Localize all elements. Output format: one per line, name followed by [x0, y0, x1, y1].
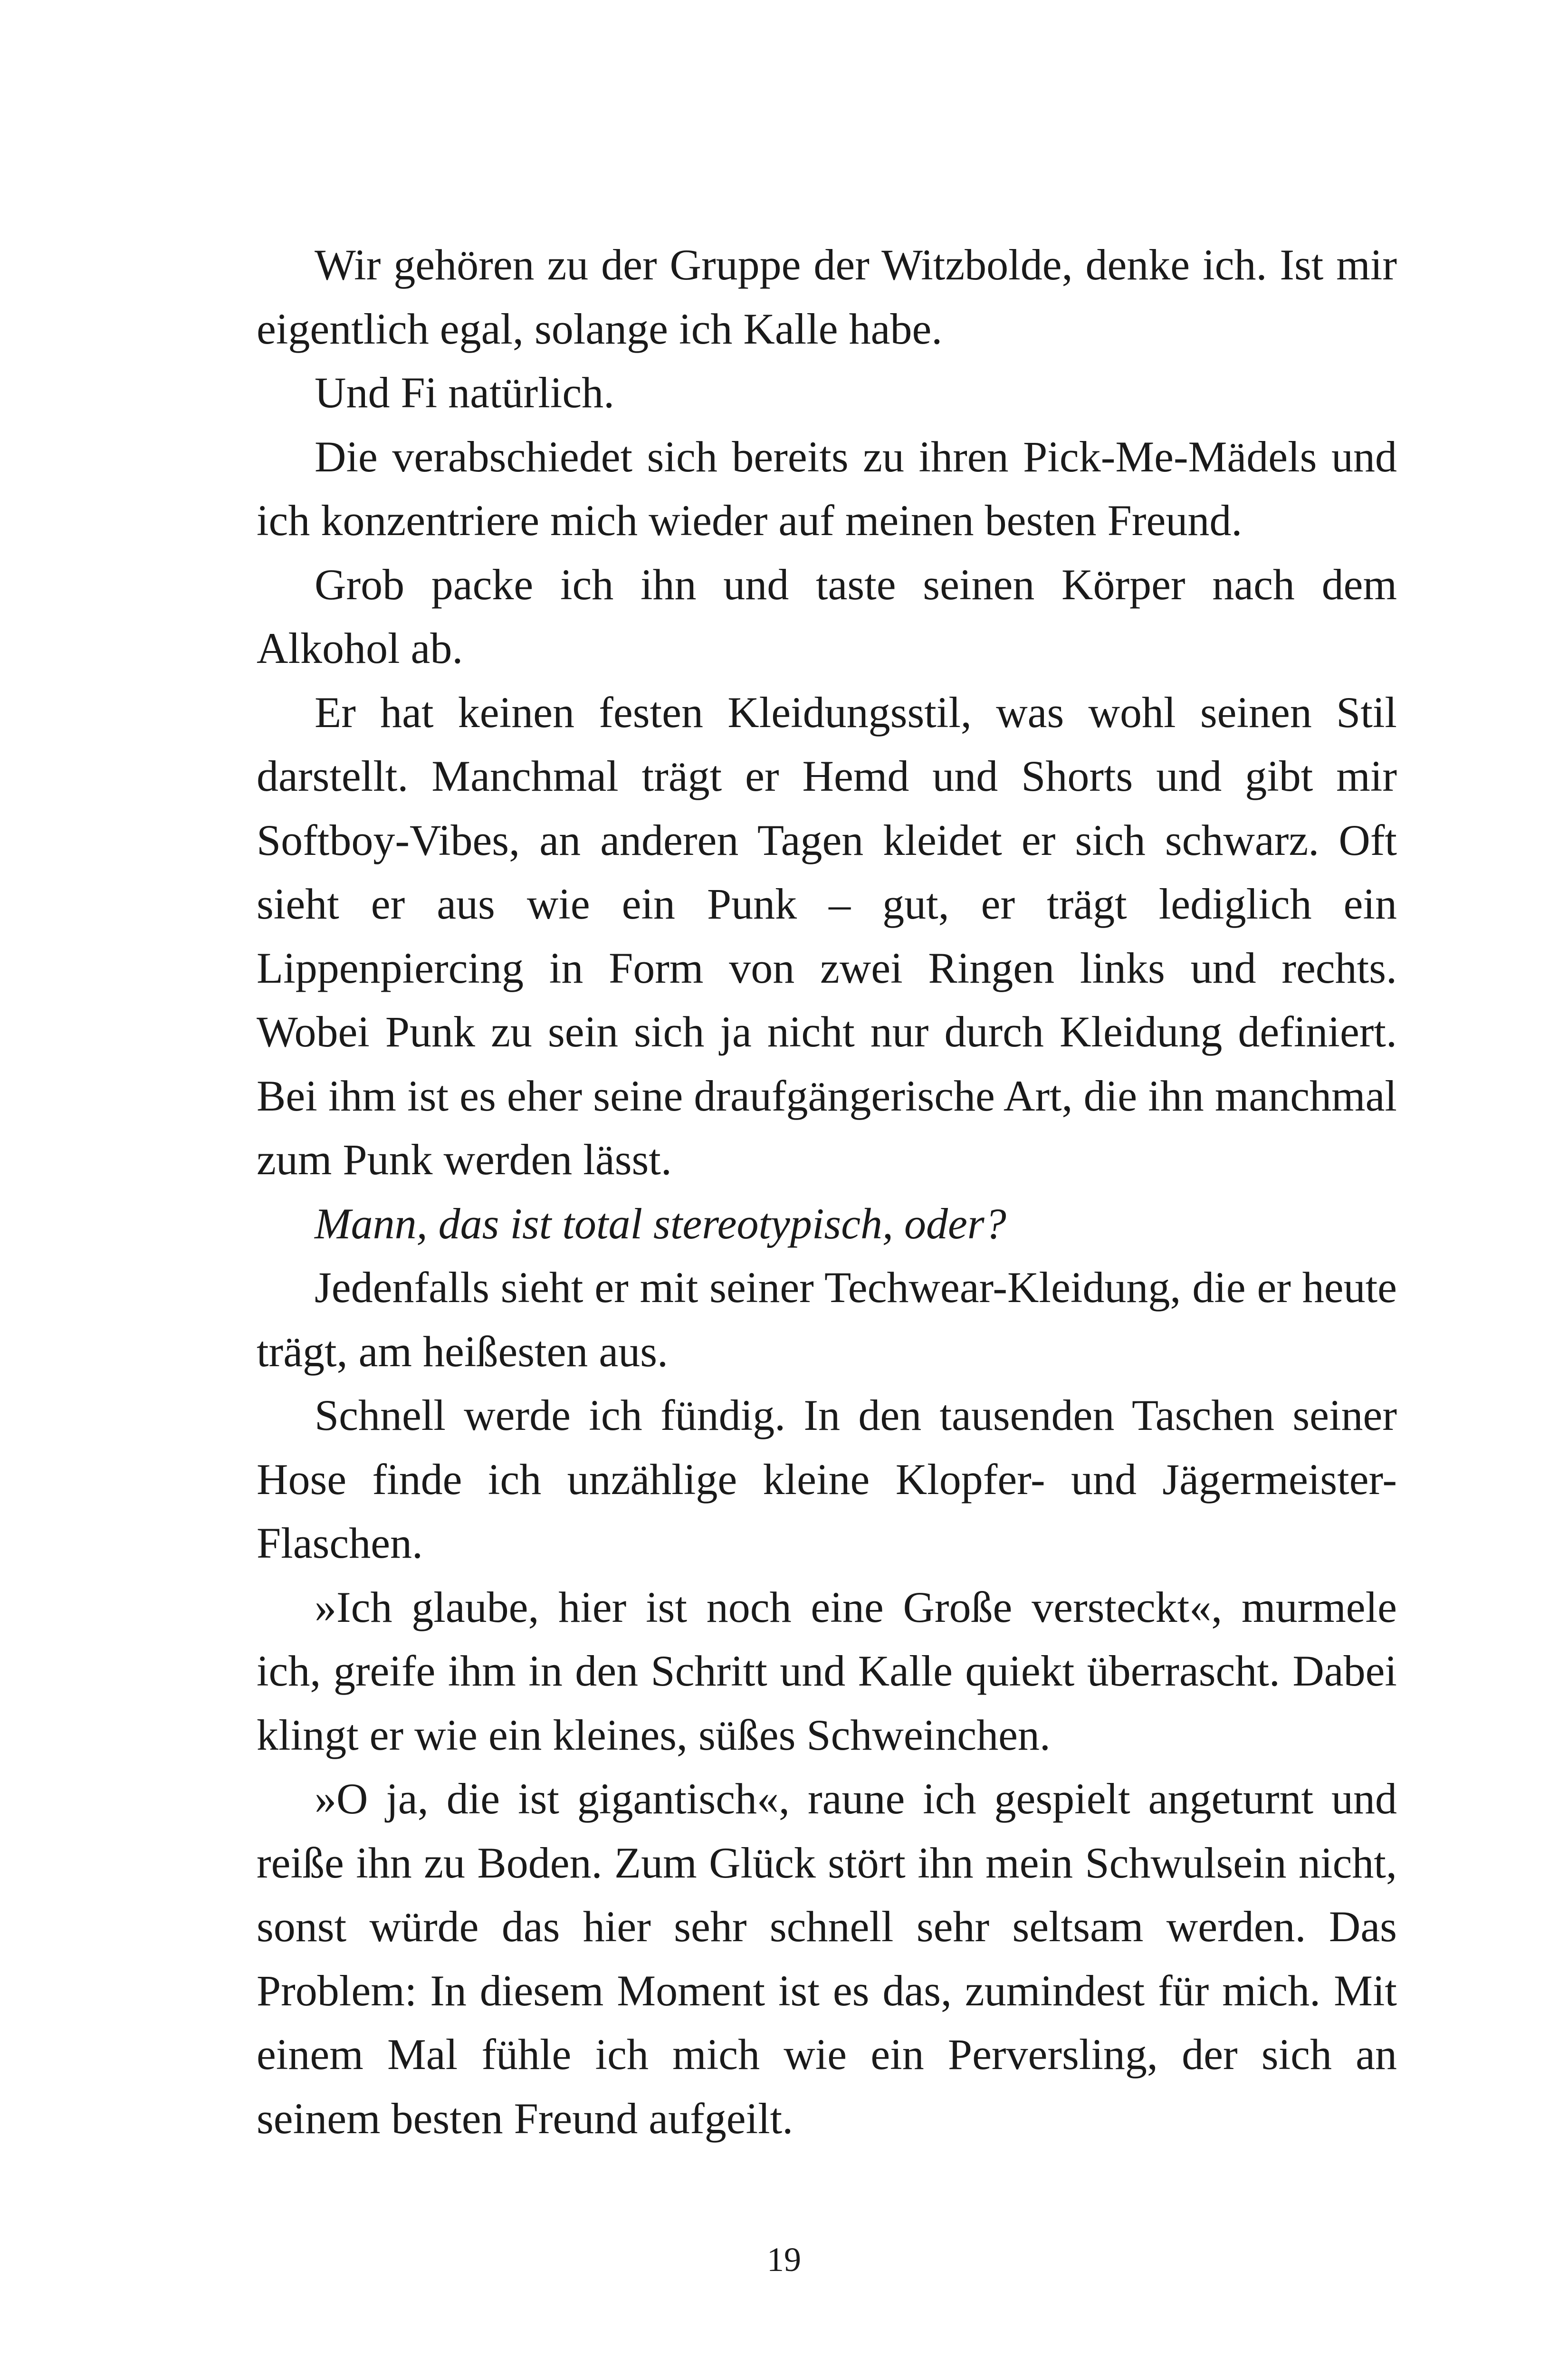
paragraph-2: Und Fi natürlich.	[315, 368, 615, 417]
paragraph-3: Die verabschiedet sich bereits zu ihren Pick-Me-Mädels und ich konzentriere mich wieder auf meinen besten Freund.	[257, 432, 1397, 545]
paragraph-5: Er hat keinen festen Kleidungsstil, was wohl seinen Stil darstellt. Manchmal trägt er Hemd und Shorts und gibt mir Softboy-Vibes, an anderen Tagen kleidet er sich schwarz. Oft sieht er aus wie ein Punk – gut, er trägt lediglich ein Lippenpiercing in Form von zwei Ringen links und rechts. Wobei Punk zu sein sich ja nicht nur durch Kleidung definiert. Bei ihm ist es eher seine draufgängerische Art, die ihn manchmal zum Punk werden lässt.	[257, 688, 1397, 1184]
body-text	[257, 233, 1397, 2150]
paragraph-9: »Ich glaube, hier ist noch eine Große versteckt«, murmele ich, greife ihm in den Schritt und Kalle quiekt überrascht. Dabei klingt er wie ein kleines, süßes Schweinchen.	[257, 1582, 1397, 1759]
paragraph-8: Schnell werde ich fündig. In den tausenden Taschen seiner Hose finde ich unzählige kleine Klopfer- und Jägermeister-Flaschen.	[257, 1391, 1397, 1567]
page-number: 19	[767, 2241, 801, 2279]
paragraph-6-italic-thought: Mann, das ist total stereotypisch, oder?	[315, 1199, 1006, 1248]
paragraph-1: Wir gehören zu der Gruppe der Witzbolde, denke ich. Ist mir eigentlich egal, solange ich Kalle habe.	[257, 240, 1397, 353]
paragraph-4: Grob packe ich ihn und taste seinen Körper nach dem Alkohol ab.	[257, 560, 1397, 672]
paragraph-10: »O ja, die ist gigantisch«, raune ich gespielt angeturnt und reiße ihn zu Boden. Zum Glück stört ihn mein Schwulsein nicht, sonst würde das hier sehr schnell sehr seltsam werden. Das Problem: In diesem Moment ist es das, zumindest für mich. Mit einem Mal fühle ich mich wie ein Perversling, der sich an seinem besten Freund aufgeilt.	[257, 1774, 1397, 2143]
paragraph-7: Jedenfalls sieht er mit seiner Techwear-Kleidung, die er heute trägt, am heißesten aus.	[257, 1263, 1397, 1376]
